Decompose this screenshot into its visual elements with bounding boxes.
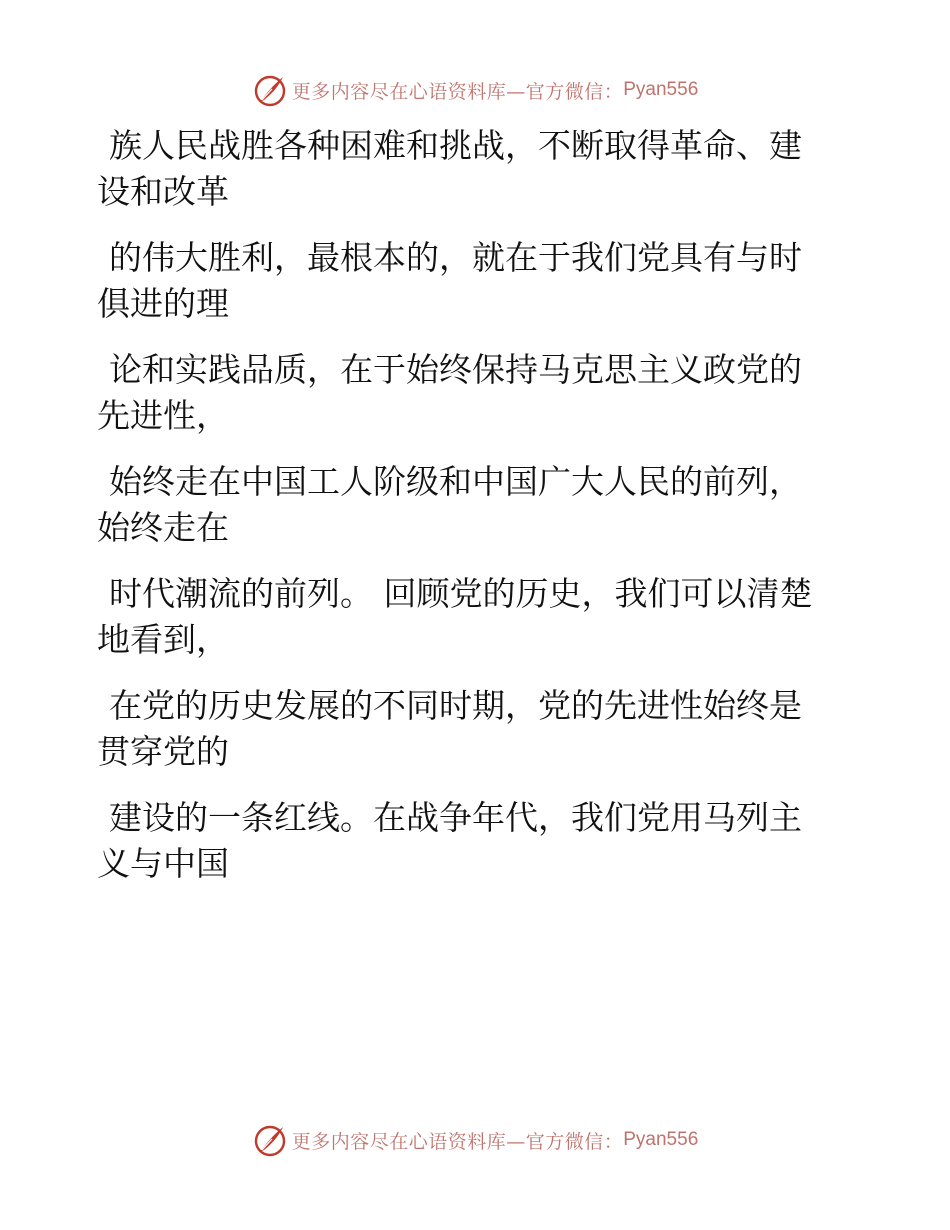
text-line: 在党的历史发展的不同时期，党的先进性始终是 [109,686,802,725]
paragraph [97,123,857,215]
paragraph [97,459,857,551]
text-line: 设和改革 [97,172,229,211]
header-banner-text: 更多内容尽在心语资料库—官方微信： [291,80,624,103]
text-line: 贯穿党的 [97,732,229,771]
text-line: 始终走在中国工人阶级和中国广大人民的前列， [109,462,802,501]
header-wechat-id: Pyan556 [623,79,699,100]
document-body [97,123,857,907]
text-line: 族人民战胜各种困难和挑战，不断取得革命、建 [109,126,802,165]
text-line: 的伟大胜利，最根本的，就在于我们党具有与时 [109,238,802,277]
paragraph [97,235,857,327]
paragraph [97,347,857,439]
text-line: 论和实践品质，在于始终保持马克思主义政党的 [109,350,802,389]
text-line: 俱进的理 [97,284,229,323]
text-line: 建设的一条红线。在战争年代，我们党用马列主 [109,798,802,837]
text-line: 时代潮流的前列。 回顾党的历史，我们可以清楚 [109,574,813,613]
footer-banner-text: 更多内容尽在心语资料库—官方微信： [291,1130,624,1153]
footer-watermark-banner [0,1120,950,1160]
header-watermark-banner [0,70,950,110]
text-line: 义与中国 [97,844,229,883]
text-line: 先进性， [97,396,229,435]
text-line: 地看到， [97,620,229,659]
paragraph [97,683,857,775]
paragraph [97,571,857,663]
quill-logo-icon [252,1122,288,1158]
footer-wechat-id: Pyan556 [623,1129,699,1150]
paragraph [97,795,857,887]
text-line: 始终走在 [97,508,229,547]
quill-logo-icon [252,72,288,108]
